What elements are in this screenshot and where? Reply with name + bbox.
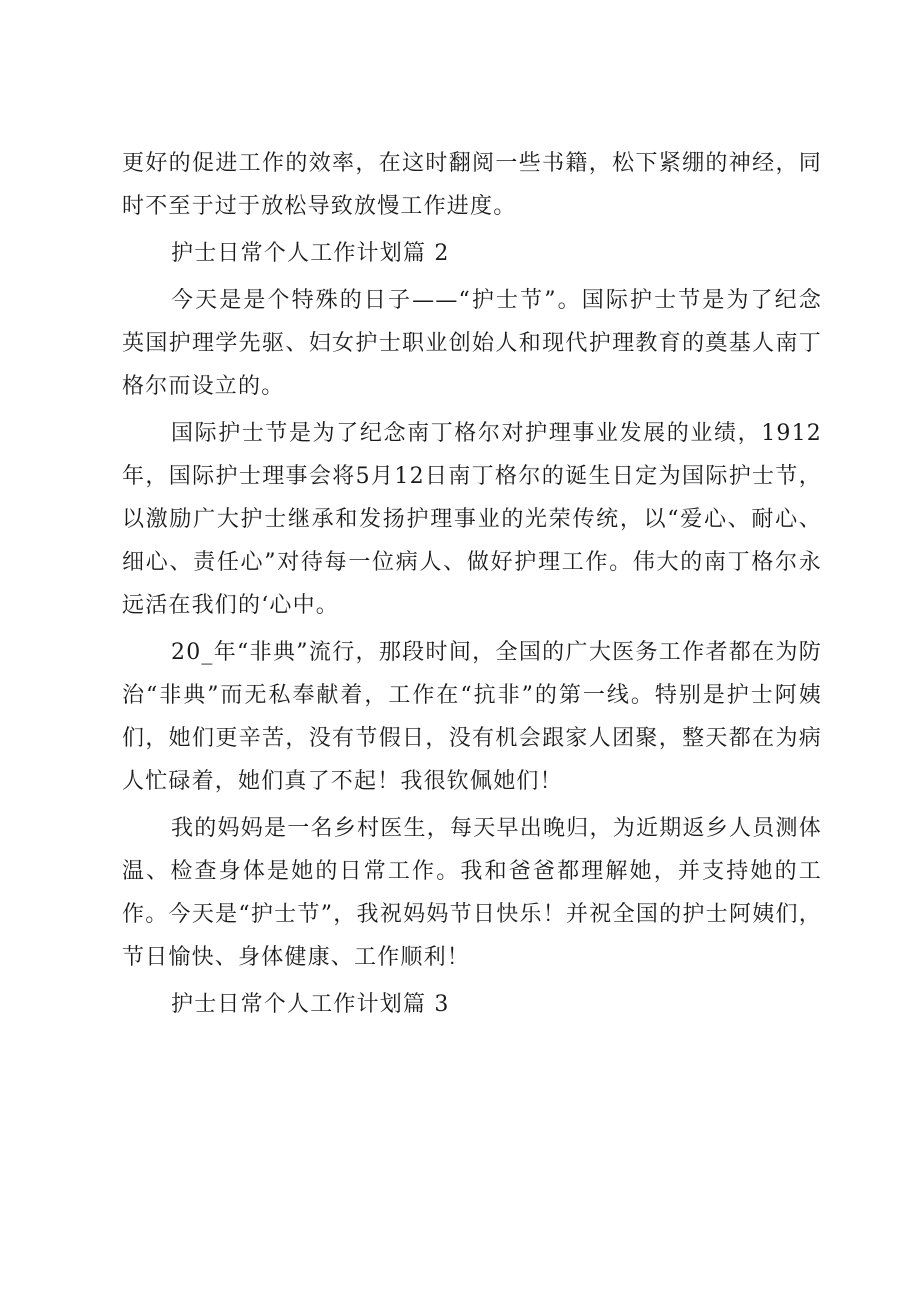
paragraph-continuation: 更好的促进工作的效率，在这时翻阅一些书籍，松下紧绷的神经，同时不至于过于放松导致放慢工作进度。 (122, 151, 822, 219)
section-heading-3: 护士日常个人工作计划篇 3 (171, 992, 450, 1017)
document-body (122, 142, 822, 1030)
section-heading-2: 护士日常个人工作计划篇 2 (171, 241, 450, 266)
paragraph-sars: 20_年“非典”流行，那段时间，全国的广大医务工作者都在为防治“非典”而无私奉献着，工作在“抗非”的第一线。特别是护士阿姨们，她们更辛苦，没有节假日，没有机会跟家人团聚，整天都在为病人忙碌着，她们真了不起！我很钦佩她们！ (122, 640, 822, 794)
paragraph-mother: 我的妈妈是一名乡村医生，每天早出晚归，为近期返乡人员测体温、检查身体是她的日常工作。我和爸爸都理解她，并支持她的工作。今天是“护士节”，我祝妈妈节日快乐！并祝全国的护士阿姨们，节日愉快、身体健康、工作顺利！ (122, 816, 822, 970)
paragraph-nurses-day-history: 国际护士节是为了纪念南丁格尔对护理事业发展的业绩，1912年，国际护士理事会将5月12日南丁格尔的诞生日定为国际护士节，以激励广大护士继承和发扬护理事业的光荣传统，以“爱心、耐心、细心、责任心”对待每一位病人、做好护理工作。伟大的南丁格尔永远活在我们的‘心中。 (122, 421, 822, 618)
paragraph-nurses-day-intro: 今天是是个特殊的日子——“护士节”。国际护士节是为了纪念英国护理学先驱、妇女护士职业创始人和现代护理教育的奠基人南丁格尔而设立的。 (122, 288, 822, 399)
